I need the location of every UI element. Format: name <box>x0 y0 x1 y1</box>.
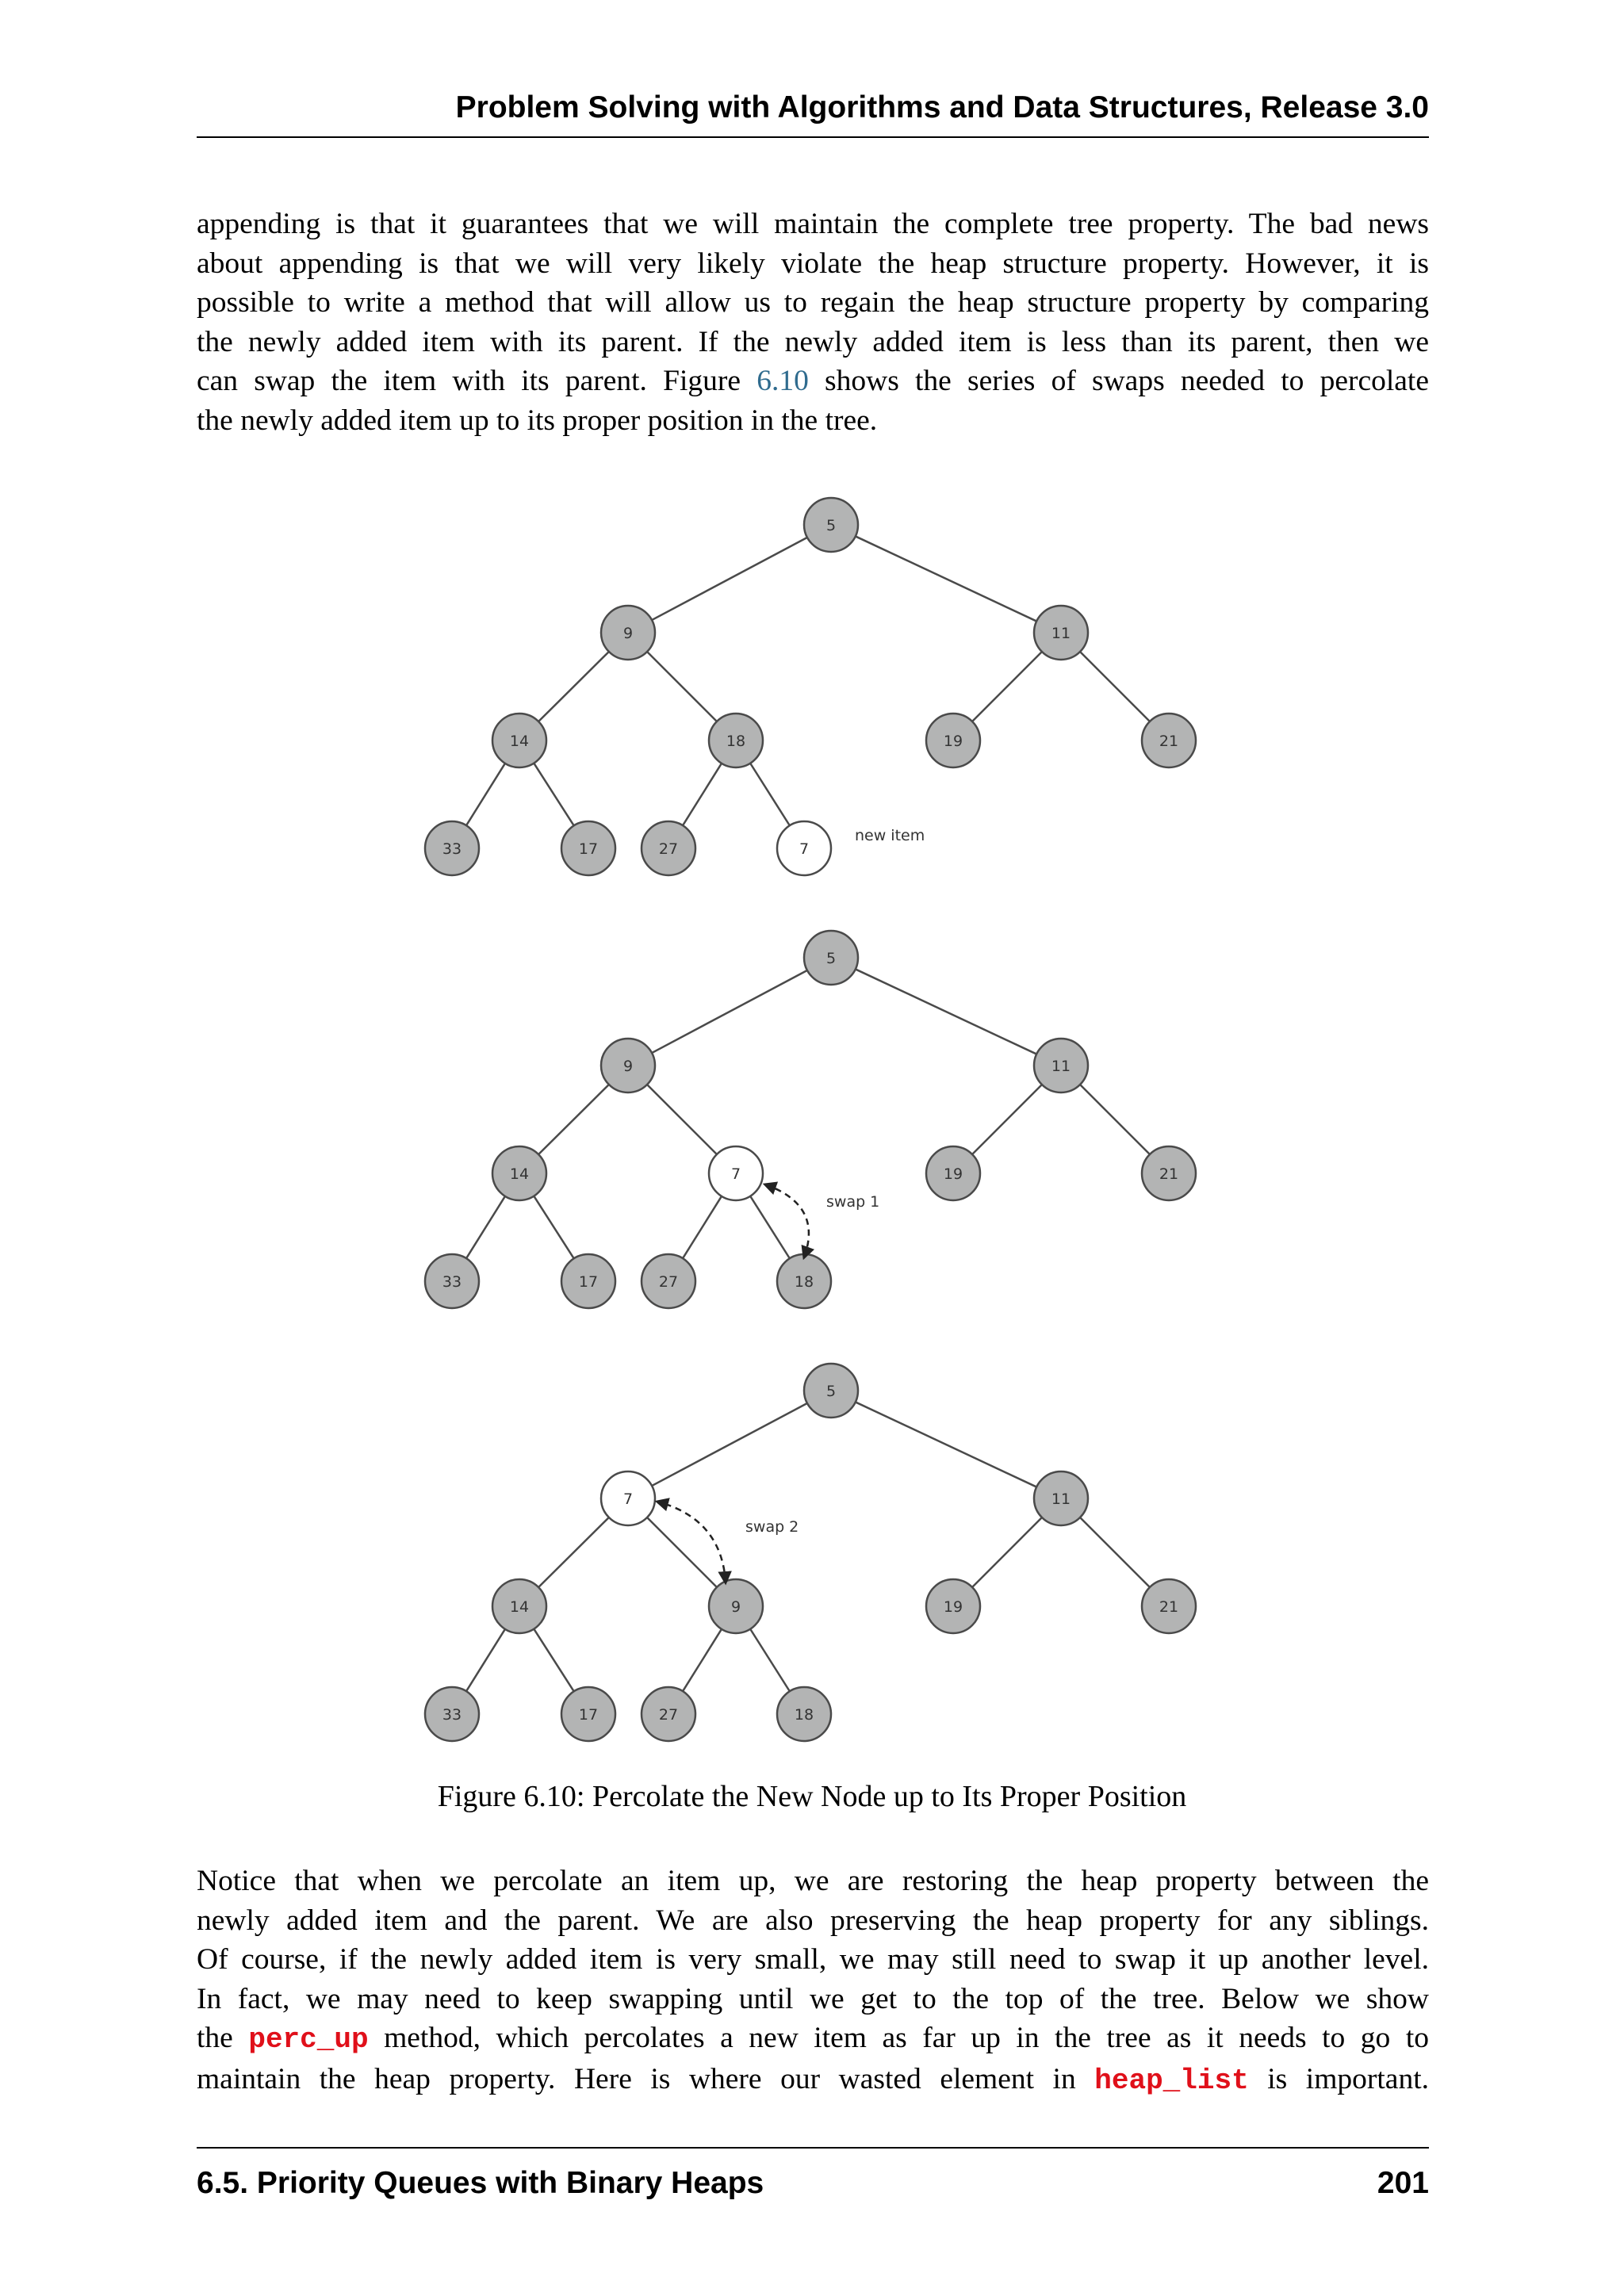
heap-node-label: 27 <box>658 1273 679 1291</box>
tree-edge <box>972 1517 1042 1587</box>
heap-node-label: 18 <box>794 1706 814 1724</box>
tree-edge <box>750 763 790 826</box>
heap-node-label: 14 <box>509 733 530 750</box>
tree-edge <box>652 538 807 620</box>
text-line: appending is that it guarantees that we will maintain the complete tree property. The bad news <box>197 208 1429 240</box>
inline-code-perc-up: perc_up <box>248 2023 369 2057</box>
heap-node-label: 7 <box>799 840 810 858</box>
tree-edge <box>652 1403 807 1486</box>
text-line <box>197 2060 1429 2101</box>
tree-edge <box>534 763 573 826</box>
swap-arrow <box>765 1184 809 1257</box>
tree-edge <box>856 1402 1036 1487</box>
tree-edge <box>683 1196 722 1258</box>
heap-node-label: 18 <box>794 1273 814 1291</box>
heap-node-label: 27 <box>658 1706 679 1724</box>
heap-node-label: 19 <box>943 733 963 750</box>
text-line: about appending is that we will very likely violate the heap structure property. However, it is <box>197 247 1429 280</box>
heap-node-label: 21 <box>1159 733 1179 750</box>
text-span: can swap the item with its parent. Figure <box>197 365 757 398</box>
heap-node-label: 17 <box>578 840 599 858</box>
tree-edge <box>750 1629 790 1692</box>
heap-node-label: 17 <box>578 1706 599 1724</box>
tree-edge <box>538 1085 609 1154</box>
tree-edge <box>466 763 505 825</box>
heap-node-label: 9 <box>622 1058 634 1075</box>
heap-node-label: 5 <box>825 517 837 534</box>
heap-node-label: 33 <box>442 840 462 858</box>
tree-edge <box>856 969 1036 1054</box>
tree-annotation: swap 1 <box>826 1193 880 1211</box>
text-line <box>197 2019 1429 2060</box>
text-line: Notice that when we percolate an item up, we are restoring the heap property between the <box>197 1865 1429 1897</box>
heap-tree-3 <box>425 1364 1196 1741</box>
tree-edge <box>534 1196 573 1259</box>
tree-edge <box>1080 652 1150 721</box>
heap-tree-2 <box>425 931 1196 1308</box>
heap-node-label: 7 <box>622 1490 634 1508</box>
tree-annotation: new item <box>855 827 925 844</box>
text-line: In fact, we may need to keep swapping until we get to the top of the tree. Below we show <box>197 1982 1429 2015</box>
heap-node-label: 19 <box>943 1165 963 1183</box>
tree-edge <box>750 1196 790 1259</box>
tree-edge <box>972 1085 1042 1154</box>
text-span: method, which percolates a new item as far up in the tree as it needs to go to <box>368 2022 1429 2055</box>
tree-edge <box>538 652 609 721</box>
heap-node-label: 18 <box>726 733 746 750</box>
page-number: 201 <box>1377 2166 1429 2200</box>
heap-tree-1 <box>425 498 1196 875</box>
text-line: the newly added item with its parent. If the newly added item is less than its parent, then we <box>197 325 1429 358</box>
text-span: shows the series of swaps needed to percolate <box>808 365 1429 398</box>
text-span: is important. <box>1248 2062 1429 2095</box>
heap-node-label: 11 <box>1051 625 1071 642</box>
heap-node-label: 21 <box>1159 1165 1179 1183</box>
tree-edge <box>1080 1517 1150 1587</box>
heap-node-label: 11 <box>1051 1490 1071 1508</box>
tree-edge <box>647 1085 717 1154</box>
tree-edge <box>1080 1085 1150 1154</box>
tree-edge <box>856 536 1036 621</box>
tree-edge <box>466 1196 505 1258</box>
tree-edge <box>647 1517 717 1587</box>
heap-node-label: 27 <box>658 840 679 858</box>
tree-annotation: swap 2 <box>745 1518 799 1536</box>
heap-node-label: 9 <box>730 1598 741 1616</box>
heap-node-label: 14 <box>509 1598 530 1616</box>
page-footer <box>197 2147 1429 2204</box>
figure-caption: Figure 6.10: Percolate the New Node up to Its Proper Position <box>437 1780 1187 1813</box>
heap-node-label: 19 <box>943 1598 963 1616</box>
swap-arrow <box>657 1502 726 1582</box>
tree-edge <box>683 763 722 825</box>
text-line: the newly added item up to its proper position in the tree. <box>197 404 878 437</box>
heap-node-label: 5 <box>825 1383 837 1400</box>
tree-edge <box>466 1629 505 1691</box>
running-title: Problem Solving with Algorithms and Data Structures, Release 3.0 <box>455 90 1429 124</box>
tree-edge <box>972 652 1042 721</box>
text-line: possible to write a method that will allow us to regain the heap structure property by comparing <box>197 286 1429 320</box>
heap-node-label: 21 <box>1159 1598 1179 1616</box>
heap-node-label: 5 <box>825 950 837 967</box>
figure-link[interactable]: 6.10 <box>756 365 809 398</box>
footer-section-title: 6.5. Priority Queues with Binary Heaps <box>197 2166 764 2200</box>
paragraph-notice <box>197 1862 1429 2101</box>
tree-edge <box>652 970 807 1053</box>
heap-node-label: 7 <box>730 1165 741 1183</box>
text-line: newly added item and the parent. We are also preserving the heap property for any siblings. <box>197 1904 1429 1937</box>
text-line: Of course, if the newly added item is very small, we may still need to swap it up another level. <box>197 1943 1429 1976</box>
tree-edge <box>534 1629 573 1692</box>
text-span: maintain the heap property. Here is where our wasted element in <box>197 2062 1095 2095</box>
tree-edge <box>683 1629 722 1691</box>
text-span: the <box>197 2022 249 2055</box>
heap-node-label: 11 <box>1051 1058 1071 1075</box>
heap-node-label: 33 <box>442 1706 462 1724</box>
tree-edge <box>647 652 717 721</box>
heap-node-label: 9 <box>622 625 634 642</box>
heap-node-label: 33 <box>442 1273 462 1291</box>
inline-code-heap-list: heap_list <box>1094 2064 1249 2097</box>
tree-edge <box>538 1517 609 1587</box>
heap-node-label: 17 <box>578 1273 599 1291</box>
heap-node-label: 14 <box>509 1165 530 1183</box>
